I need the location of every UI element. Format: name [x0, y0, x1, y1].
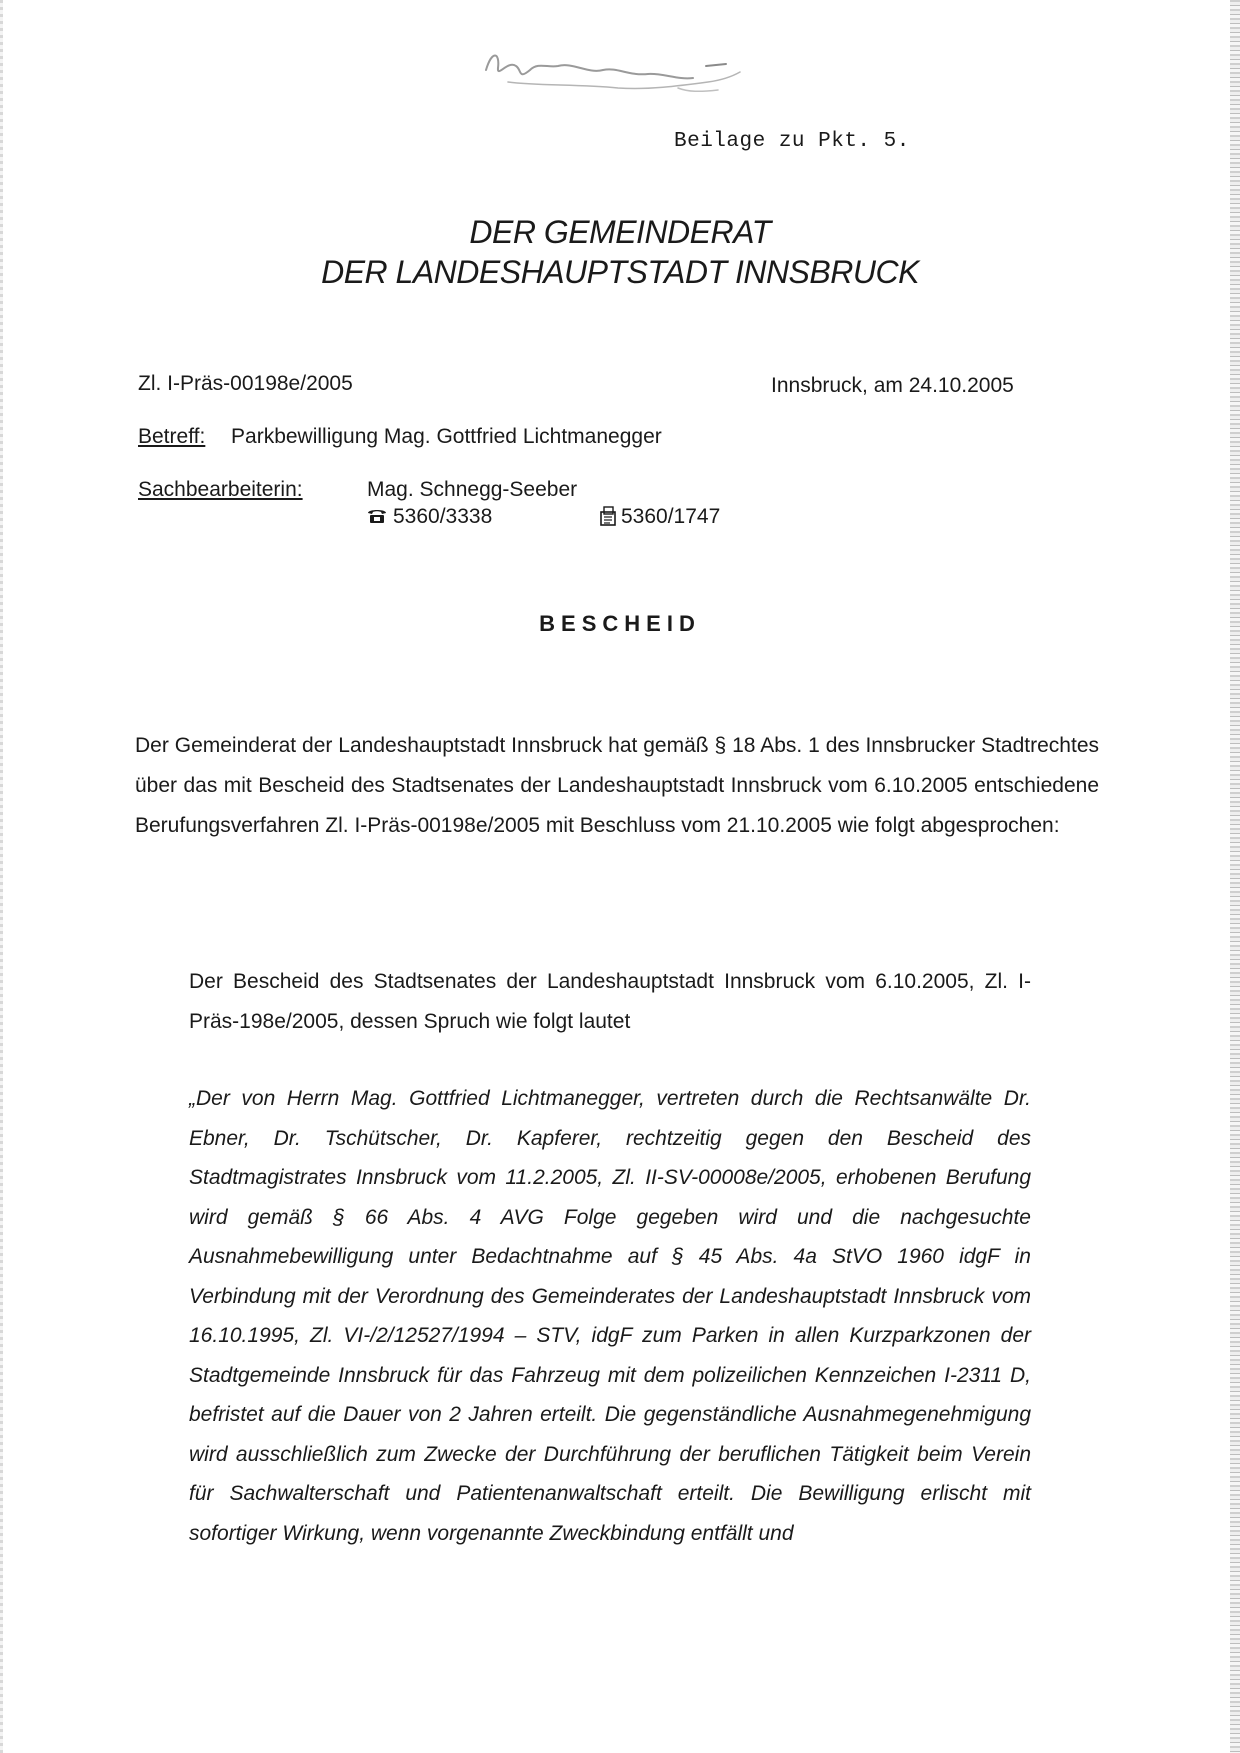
council-title-line-2: DER LANDESHAUPTSTADT INNSBRUCK [321, 254, 919, 290]
intro-paragraph: Der Gemeinderat der Landeshauptstadt Innsbruck hat gemäß § 18 Abs. 1 des Innsbrucker Stadtrechtes über das mit Bescheid des Stadtsenates der Landeshauptstadt Innsbruck vom 6.10.2005 entschiedene Berufungsverfahren Zl. I-Präs-00198e/2005 mit Beschluss vom 21.10.2005 wie folgt abgesprochen: [135, 734, 1099, 837]
fax-line [599, 505, 720, 529]
handwritten-signature [478, 40, 758, 100]
council-title-line-1: DER GEMEINDERAT [469, 214, 771, 250]
subject-label: Betreff: [138, 425, 206, 448]
telephone-icon [367, 507, 387, 524]
quoted-ruling: „Der von Herrn Mag. Gottfried Lichtmanegger, vertreten durch die Rechtsanwälte Dr. Ebner, Dr. Tschütscher, Dr. Kapferer, rechtzeitig gegen den Bescheid des Stadtmagistrates Innsbruck vom 11.2.2005, Zl. II-SV-00008e/2005, erhobenen Berufung wird gemäß § 66 Abs. 4 AVG Folge gegeben wird und die nachgesuchte Ausnahmebewilligung unter Bedachtnahme auf § 45 Abs. 4a StVO 1960 idgF in Verbindung mit der Verordnung des Gemeinderates der Landeshauptstadt Innsbruck vom 16.10.1995, Zl. VI-/2/12527/1994 – STV, idgF zum Parken in allen Kurzparkzonen der Stadtgemeinde Innsbruck für das Fahrzeug mit dem polizeilichen Kennzeichen I-2311 D, befristet auf die Dauer von 2 Jahren erteilt. Die gegenständliche Ausnahmegenehmigung wird ausschließlich zum Zwecke der Durchführung der beruflichen Tätigkeit beim Verein für Sachwalterschaft und Patientenanwaltschaft erteilt. Die Bewilligung erlischt mit sofortiger Wirkung, wenn vorgenannte Zweckbindung entfällt und [189, 1087, 1031, 1545]
fax-number: 5360/1747 [621, 505, 721, 528]
place-date: Innsbruck, am 24.10.2005 [771, 374, 1014, 397]
document-type-heading: BESCHEID [539, 611, 701, 636]
decision-paragraph: Der Bescheid des Stadtsenates der Landeshauptstadt Innsbruck vom 6.10.2005, Zl. I-Präs-198e/2005, dessen Spruch wie folgt lautet [189, 970, 1031, 1033]
subject-value: Parkbewilligung Mag. Gottfried Lichtmanegger [231, 425, 662, 448]
reference-number: Zl. I-Präs-00198e/2005 [138, 372, 353, 395]
clerk-label: Sachbearbeiterin: [138, 478, 303, 501]
attachment-note: Beilage zu Pkt. 5. [674, 130, 910, 153]
subject-row [138, 425, 662, 449]
clerk-name: Mag. Schnegg-Seeber [367, 478, 578, 501]
phone-line [367, 505, 492, 529]
fax-icon [599, 506, 617, 526]
phone-number: 5360/3338 [393, 505, 493, 528]
